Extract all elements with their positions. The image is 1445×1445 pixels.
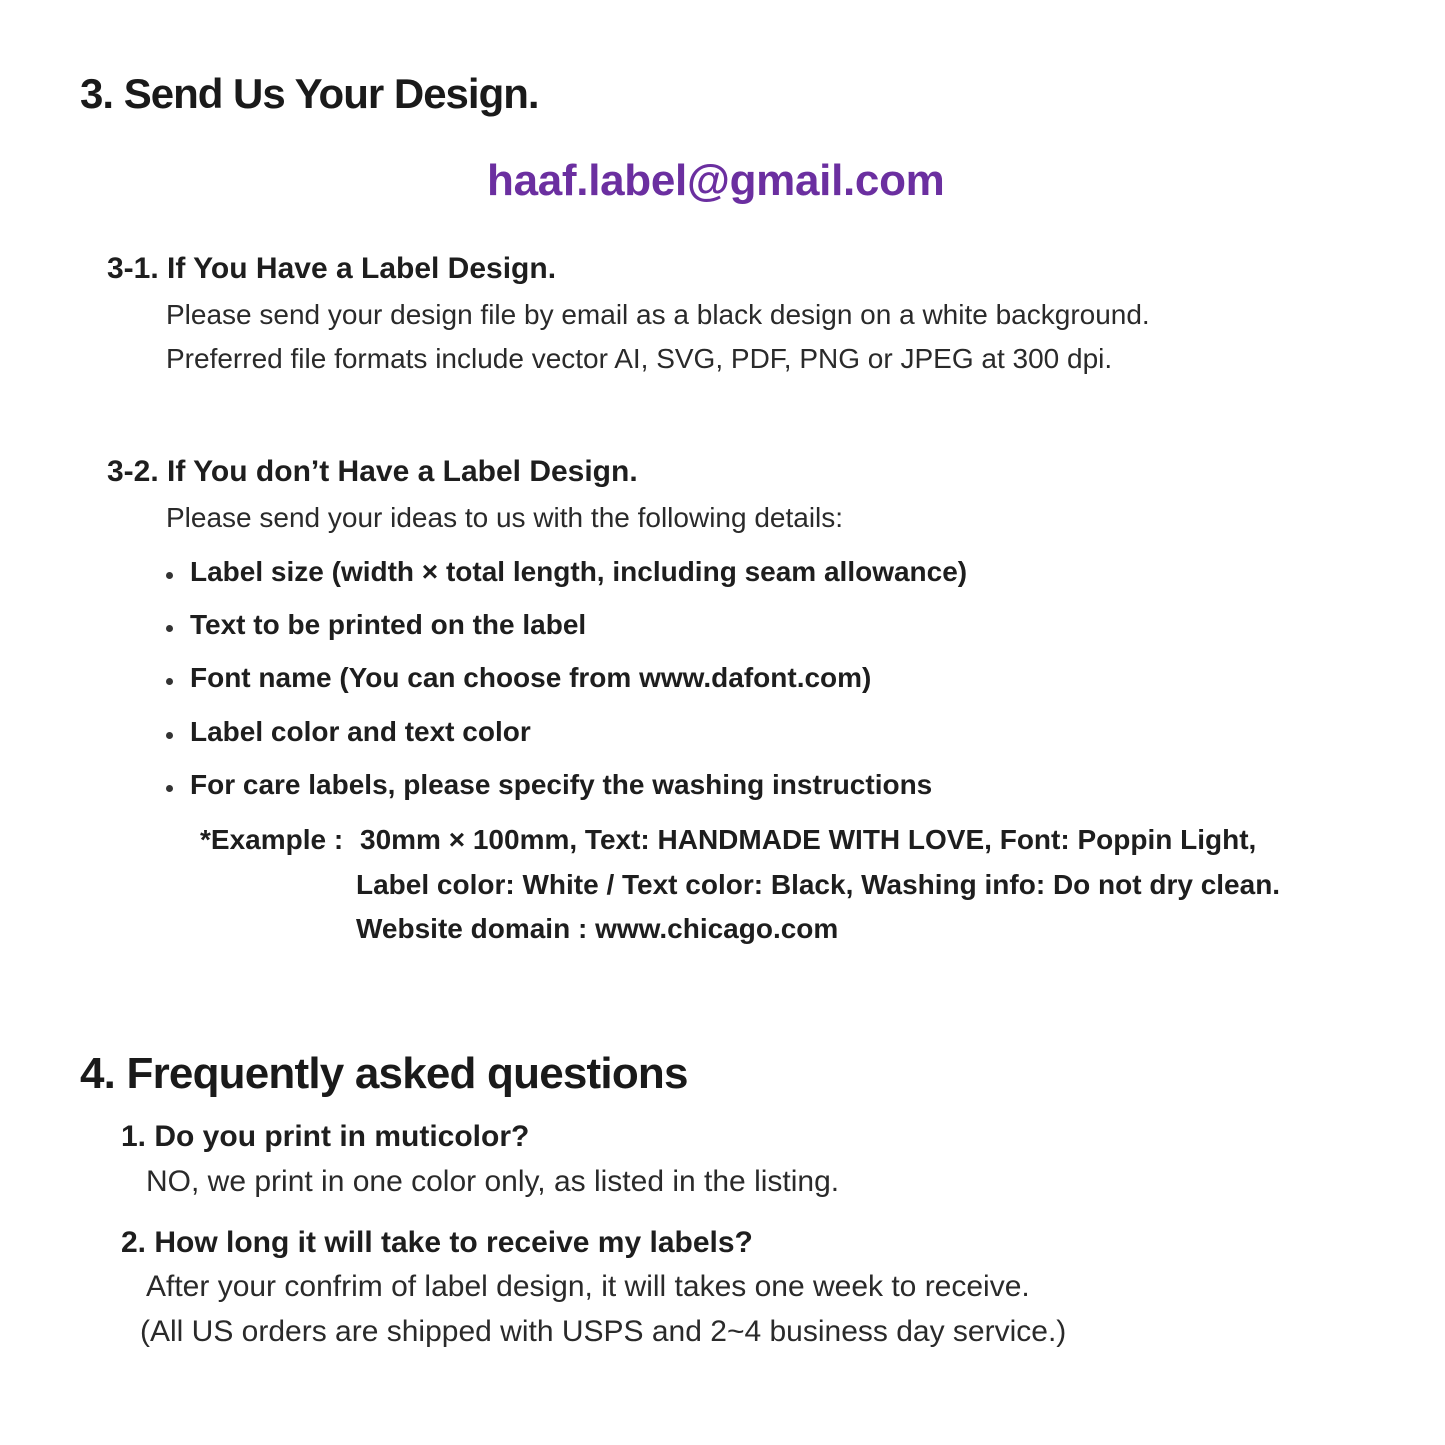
detail-list-item bbox=[190, 609, 586, 641]
detail-list-item-label: Label color and text color bbox=[190, 716, 531, 747]
section-4-heading: 4. Frequently asked questions bbox=[80, 1049, 688, 1098]
example-line: Label color: White / Text color: Black, Washing info: Do not dry clean. bbox=[356, 869, 1281, 900]
detail-list-item bbox=[190, 556, 967, 588]
subsection-3-1-line: Please send your design file by email as a black design on a white background. bbox=[166, 299, 1150, 330]
example-line: Website domain : www.chicago.com bbox=[356, 913, 839, 944]
faq-answer: After your confrim of label design, it will takes one week to receive. bbox=[146, 1270, 1030, 1303]
subsection-3-2-heading: 3-2. If You don’t Have a Label Design. bbox=[107, 455, 638, 488]
faq-answer: NO, we print in one color only, as listed in the listing. bbox=[146, 1165, 840, 1198]
detail-list-item bbox=[190, 716, 531, 748]
bullet-icon bbox=[166, 678, 173, 685]
subsection-3-1-line: Preferred file formats include vector AI, SVG, PDF, PNG or JPEG at 300 dpi. bbox=[166, 343, 1113, 374]
contact-email-link[interactable]: haaf.label@gmail.com bbox=[487, 156, 945, 205]
bullet-icon bbox=[166, 572, 173, 579]
bullet-icon bbox=[166, 625, 173, 632]
example-label: *Example : bbox=[200, 824, 344, 855]
faq-question: 1. Do you print in muticolor? bbox=[121, 1120, 530, 1153]
faq-question: 2. How long it will take to receive my labels? bbox=[121, 1226, 753, 1259]
subsection-3-1-heading: 3-1. If You Have a Label Design. bbox=[107, 252, 557, 285]
bullet-icon bbox=[166, 785, 173, 792]
bullet-icon bbox=[166, 732, 173, 739]
detail-list-item-label: Font name (You can choose from www.dafont.com) bbox=[190, 662, 872, 693]
detail-list-item-label: Text to be printed on the label bbox=[190, 609, 587, 640]
example-line: 30mm × 100mm, Text: HANDMADE WITH LOVE, Font: Poppin Light, bbox=[360, 824, 1257, 855]
detail-list-item-label: For care labels, please specify the washing instructions bbox=[190, 769, 933, 800]
section-3-heading: 3. Send Us Your Design. bbox=[80, 70, 539, 117]
subsection-3-2-intro: Please send your ideas to us with the following details: bbox=[166, 502, 844, 533]
detail-list-item bbox=[190, 769, 932, 801]
detail-list-item bbox=[190, 662, 871, 694]
faq-answer: (All US orders are shipped with USPS and 2~4 business day service.) bbox=[140, 1315, 1067, 1348]
detail-list-item-label: Label size (width × total length, including seam allowance) bbox=[190, 556, 968, 587]
